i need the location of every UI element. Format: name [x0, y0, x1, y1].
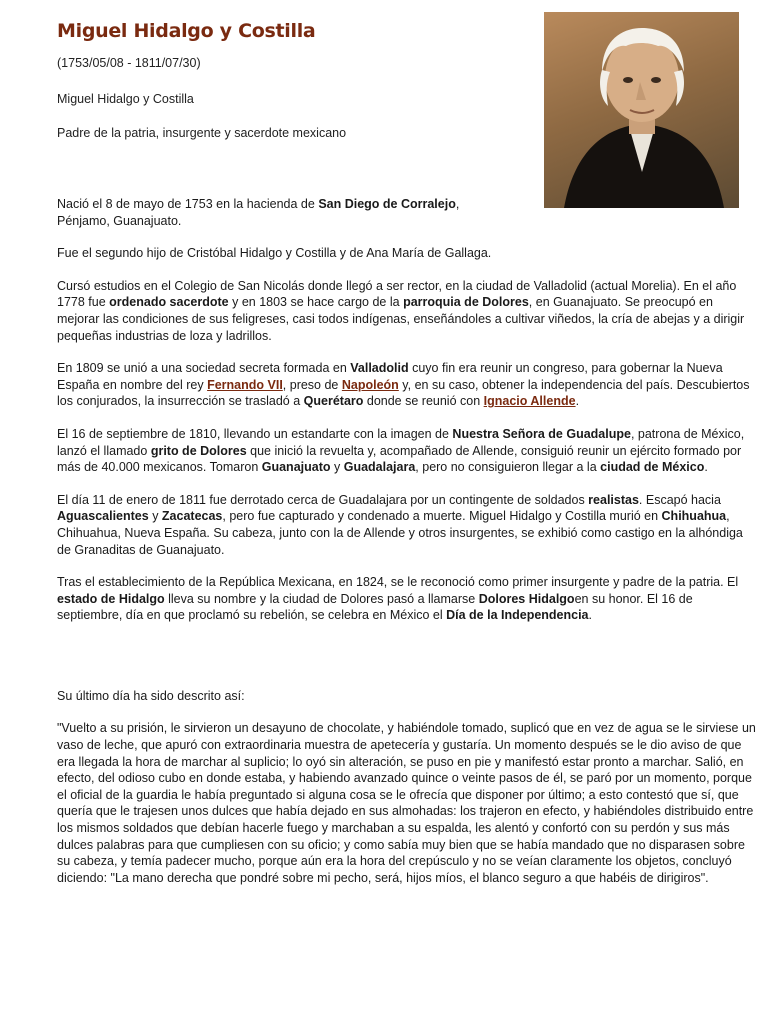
tagline: Padre de la patria, insurgente y sacerdote mexicano	[57, 126, 347, 140]
paragraph-family: Fue el segundo hijo de Cristóbal Hidalgo y Costilla y de Ana María de Gallaga.	[57, 246, 492, 261]
portrait-illustration	[544, 12, 739, 208]
life-dates: (1753/05/08 - 1811/07/30)	[57, 56, 201, 70]
link-ignacio-allende[interactable]: Ignacio Allende	[483, 394, 576, 409]
paragraph-capture: El día 11 de enero de 1811 fue derrotado cerca de Guadalajara por un contingente de soldados realistas. Escapó hacia Aguascalientes y Zacatecas, pero fue capturado y condenado a muerte. Miguel Hidalgo y Costilla murió en Chihuahua, Chihuahua, Nueva España. Su cabeza, junto con la de Allende y otros insurgentes, se exhibió como castigo en la alhóndiga de Granaditas de Guanajuato.	[57, 492, 743, 557]
paragraph-conspiracy: En 1809 se unió a una sociedad secreta formada en Valladolid cuyo fin era reunir un congreso, para gobernar la Nueva España en nombre del rey Fernando VII, preso de Napoleón y, en su caso, obtener la independencia del país. Descubiertos los conjurados, la insurrección se trasladó a Querétaro donde se reunió con Ignacio Allende.	[57, 361, 750, 409]
paragraph-grito: El 16 de septiembre de 1810, llevando un estandarte con la imagen de Nuestra Señora de Guadalupe, patrona de México, lanzó el llamado grito de Dolores que inició la revuelta y, acompañado de Allende, consiguió reunir un ejército formado por más de 40.000 mexicanos. Tomaron Guanajuato y Guadalajara, pero no consiguieron llegar a la ciudad de México.	[57, 426, 745, 475]
paragraph-last-day-intro: Su último día ha sido descrito así:	[57, 688, 245, 703]
portrait-image	[544, 12, 739, 208]
link-fernando-vii[interactable]: Fernando VII	[207, 377, 283, 392]
link-napoleon[interactable]: Napoleón	[341, 377, 399, 392]
paragraph-birth: Nació el 8 de mayo de 1753 en la hacienda de San Diego de Corralejo, Pénjamo, Guanajuato.	[57, 197, 460, 228]
paragraph-legacy: Tras el establecimiento de la República Mexicana, en 1824, se le reconoció como primer insurgente y padre de la patria. El estado de Hidalgo lleva su nombre y la ciudad de Dolores pasó a llamarse Dolores Hidalgoen su honor. El 16 de septiembre, día en que proclamó su rebelión, se celebra en México el Día de la Independencia.	[57, 575, 739, 623]
name-line: Miguel Hidalgo y Costilla	[57, 92, 194, 106]
spacer	[57, 640, 757, 688]
paragraph-last-day-quote: "Vuelto a su prisión, le sirvieron un desayuno de chocolate, y habiéndole tomado, suplicó que en vez de agua se le sirviese un vaso de leche, que apuró con extraordinaria muestra de apetecería y gustaría. Un momento después se le dio aviso de que era llegada la hora de marchar al suplicio; lo oyó sin alteración, se puso en pie y manifestó estar pronto a marchar. Salió, en efecto, del odioso cubo en donde estaba, y habiendo avanzado quince o veinte pasos de él, se paró por un momento, porque el oficial de la guardia le había preguntado si alguna cosa se le ofrecía que disponer por último; a esto contestó que sí, que quería que le trajesen unos dulces que había dejado en sus almohadas: los trajeron en efecto, y habiéndoles distribuido entre los mismos soldados que debían hacerle fuego y marchaban a su espalda, les alentó y confortó con su perdón y sus más dulces palabras para que cumpliesen con su oficio; y como sabía muy bien que se había mandado que no disparasen sobre su cabeza, y temía padecer mucho, porque aún era la hora del crepúsculo y no se veían claramente los objetos, concluyó diciendo: "La mano derecha que pondré sobre mi pecho, será, hijos míos, el blanco seguro a que habéis de dirigiros".	[57, 721, 756, 885]
page-title: Miguel Hidalgo y Costilla	[57, 20, 316, 42]
paragraph-studies: Cursó estudios en el Colegio de San Nicolás donde llegó a ser rector, en la ciudad de Valladolid (actual Morelia). En el año 1778 fue ordenado sacerdote y en 1803 se hace cargo de la parroquia de Dolores, en Guanajuato. Se preocupó en mejorar las condiciones de sus feligreses, casi todos indígenas, enseñándoles a cultivar viñedos, la cría de abejas y a dirigir pequeñas industrias de loza y ladrillos.	[57, 278, 745, 343]
biography	[57, 196, 757, 902]
